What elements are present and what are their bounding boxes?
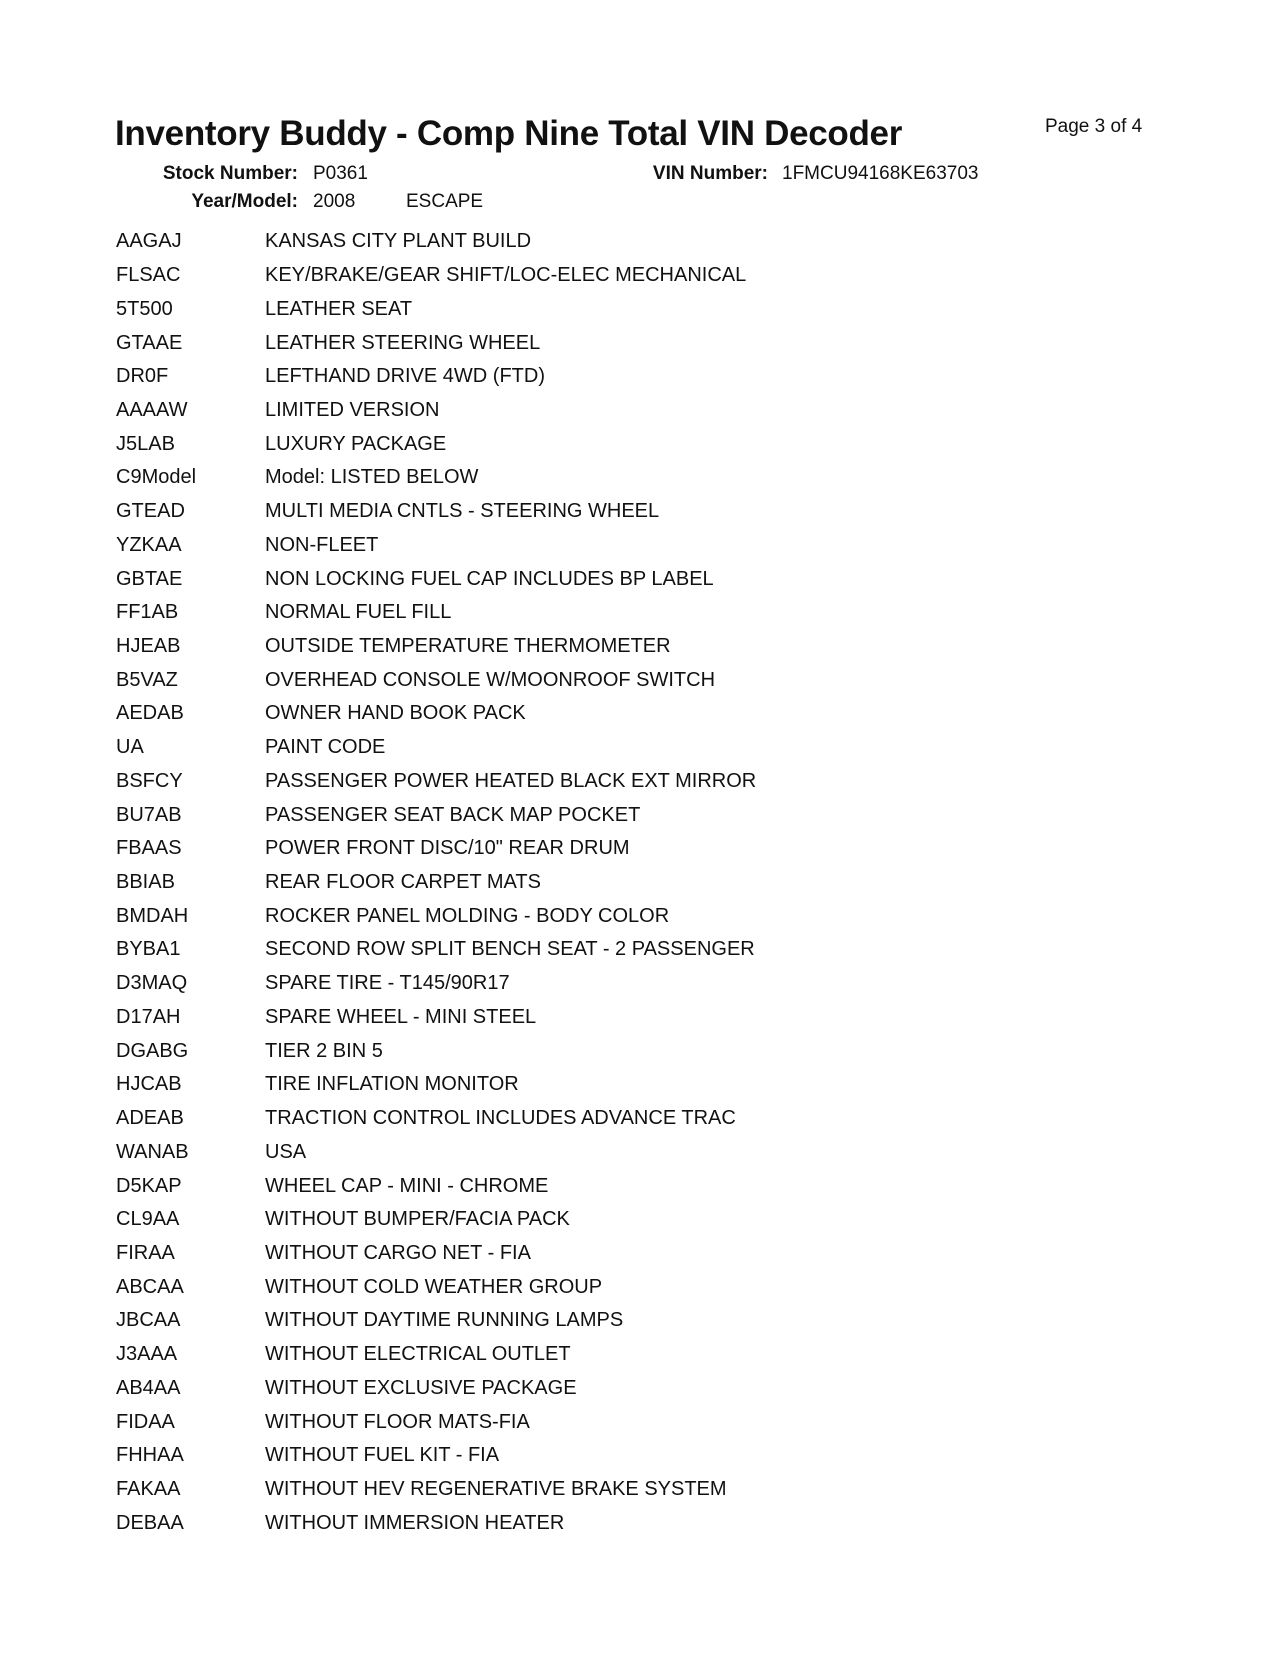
list-item [116, 394, 439, 428]
list-item [116, 461, 478, 495]
option-description: WITHOUT FLOOR MATS-FIA [265, 1410, 530, 1433]
option-description: NORMAL FUEL FILL [265, 601, 452, 624]
list-item [116, 495, 659, 529]
option-code: 5T500 [116, 297, 173, 320]
list-item [116, 596, 451, 630]
list-item [116, 967, 510, 1001]
option-code: J5LAB [116, 432, 175, 455]
option-code: CL9AA [116, 1208, 180, 1231]
option-code: D5KAP [116, 1174, 182, 1197]
list-item [116, 899, 669, 933]
option-code: FHHAA [116, 1444, 184, 1467]
option-description: REAR FLOOR CARPET MATS [265, 871, 541, 894]
option-description: NON-FLEET [265, 533, 379, 556]
option-code: B5VAZ [116, 668, 178, 691]
option-code: BYBA1 [116, 938, 181, 961]
option-code: GTEAD [116, 500, 185, 523]
option-code: GBTAE [116, 567, 183, 590]
option-code: ADEAB [116, 1107, 184, 1130]
year-value: 2008 [313, 191, 356, 212]
option-code: FLSAC [116, 264, 181, 287]
list-item [116, 1338, 571, 1372]
option-code: DEBAA [116, 1511, 184, 1534]
list-item [116, 292, 412, 326]
option-code: UA [116, 736, 144, 759]
option-code: DGABG [116, 1039, 189, 1062]
option-description: TIER 2 BIN 5 [265, 1039, 383, 1062]
option-code: AB4AA [116, 1376, 181, 1399]
list-item [116, 1473, 727, 1507]
option-code: C9Model [116, 466, 197, 489]
list-item [116, 1270, 602, 1304]
option-description: POWER FRONT DISC/10" REAR DRUM [265, 837, 630, 860]
option-code: FBAAS [116, 837, 182, 860]
option-code: AAGAJ [116, 230, 182, 253]
option-description: LUXURY PACKAGE [265, 432, 447, 455]
option-code: GTAAE [116, 331, 183, 354]
vin-number-value: 1FMCU94168KE63703 [782, 163, 979, 184]
option-description: LEFTHAND DRIVE 4WD (FTD) [265, 365, 545, 388]
option-code: FAKAA [116, 1477, 181, 1500]
option-code: HJEAB [116, 634, 181, 657]
list-item [116, 933, 755, 967]
option-code: FIRAA [116, 1241, 175, 1264]
list-item [116, 697, 526, 731]
list-item [116, 1506, 564, 1540]
option-description: USA [265, 1140, 307, 1163]
option-code: DR0F [116, 365, 169, 388]
option-code: BSFCY [116, 769, 183, 792]
list-item [116, 1068, 519, 1102]
list-item [116, 1102, 736, 1136]
year-model-label: Year/Model: [191, 191, 298, 212]
list-item [116, 798, 640, 832]
list-item [116, 1001, 536, 1035]
list-item [116, 1439, 499, 1473]
model-value: ESCAPE [406, 191, 484, 212]
option-description: WITHOUT CARGO NET - FIA [265, 1241, 531, 1264]
option-code: JBCAA [116, 1309, 181, 1332]
option-code: YZKAA [116, 533, 182, 556]
option-description: Model: LISTED BELOW [265, 466, 479, 489]
option-description: TRACTION CONTROL INCLUDES ADVANCE TRAC [265, 1107, 736, 1130]
option-description: ROCKER PANEL MOLDING - BODY COLOR [265, 904, 670, 927]
list-item [116, 528, 378, 562]
option-code: BBIAB [116, 871, 175, 894]
option-description: OWNER HAND BOOK PACK [265, 702, 526, 725]
option-description: LIMITED VERSION [265, 398, 440, 421]
option-code: FF1AB [116, 601, 179, 624]
option-description: WITHOUT EXCLUSIVE PACKAGE [265, 1376, 577, 1399]
option-description: WHEEL CAP - MINI - CHROME [265, 1174, 549, 1197]
option-description: WITHOUT FUEL KIT - FIA [265, 1444, 500, 1467]
option-description: WITHOUT IMMERSION HEATER [265, 1511, 565, 1534]
page-title: Inventory Buddy - Comp Nine Total VIN Decoder [115, 114, 903, 153]
list-item [116, 663, 715, 697]
stock-number-label: Stock Number: [162, 163, 298, 184]
list-item [116, 765, 756, 799]
option-description: LEATHER STEERING WHEEL [265, 331, 541, 354]
option-code: D3MAQ [116, 972, 188, 995]
option-description: WITHOUT DAYTIME RUNNING LAMPS [265, 1309, 624, 1332]
list-item [116, 1371, 577, 1405]
option-description: MULTI MEDIA CNTLS - STEERING WHEEL [265, 500, 660, 523]
option-description: SPARE WHEEL - MINI STEEL [265, 1005, 537, 1028]
option-code: AAAAW [116, 398, 188, 421]
vin-number-label: VIN Number: [652, 163, 768, 184]
option-description: PASSENGER SEAT BACK MAP POCKET [265, 803, 641, 826]
list-item [116, 427, 446, 461]
option-description: WITHOUT BUMPER/FACIA PACK [265, 1208, 570, 1231]
list-item [116, 1034, 383, 1068]
page-number: Page 3 of 4 [1045, 116, 1143, 137]
option-description: SECOND ROW SPLIT BENCH SEAT - 2 PASSENGER [265, 938, 755, 961]
option-code: WANAB [116, 1140, 189, 1163]
option-description: PASSENGER POWER HEATED BLACK EXT MIRROR [265, 769, 757, 792]
option-description: OVERHEAD CONSOLE W/MOONROOF SWITCH [265, 668, 716, 691]
list-item [116, 1405, 530, 1439]
option-description: WITHOUT HEV REGENERATIVE BRAKE SYSTEM [265, 1477, 727, 1500]
option-code: FIDAA [116, 1410, 175, 1433]
option-description: WITHOUT ELECTRICAL OUTLET [265, 1343, 571, 1366]
list-item [116, 1169, 548, 1203]
option-description: OUTSIDE TEMPERATURE THERMOMETER [265, 634, 671, 657]
list-item [116, 1135, 306, 1169]
option-code: J3AAA [116, 1343, 178, 1366]
list-item [116, 832, 630, 866]
list-item [116, 1203, 570, 1237]
list-item [116, 360, 545, 394]
list-item [116, 731, 385, 765]
option-description: SPARE TIRE - T145/90R17 [265, 972, 510, 995]
option-code: AEDAB [116, 702, 184, 725]
list-item [116, 326, 540, 360]
option-description: PAINT CODE [265, 736, 386, 759]
option-code: BU7AB [116, 803, 182, 826]
list-item [116, 259, 746, 293]
list-item [116, 1304, 623, 1338]
list-item [116, 630, 671, 664]
option-description: TIRE INFLATION MONITOR [265, 1073, 519, 1096]
list-item [116, 562, 714, 596]
option-code: BMDAH [116, 904, 189, 927]
option-code: D17AH [116, 1005, 181, 1028]
option-code: ABCAA [116, 1275, 184, 1298]
option-code: HJCAB [116, 1073, 182, 1096]
option-description: KANSAS CITY PLANT BUILD [265, 230, 532, 253]
list-item [116, 866, 541, 900]
option-description: NON LOCKING FUEL CAP INCLUDES BP LABEL [265, 567, 714, 590]
list-item [116, 1237, 531, 1271]
list-item [116, 225, 531, 259]
option-description: WITHOUT COLD WEATHER GROUP [265, 1275, 603, 1298]
option-description: KEY/BRAKE/GEAR SHIFT/LOC-ELEC MECHANICAL [265, 264, 747, 287]
stock-number-value: P0361 [313, 163, 368, 184]
option-description: LEATHER SEAT [265, 297, 413, 320]
